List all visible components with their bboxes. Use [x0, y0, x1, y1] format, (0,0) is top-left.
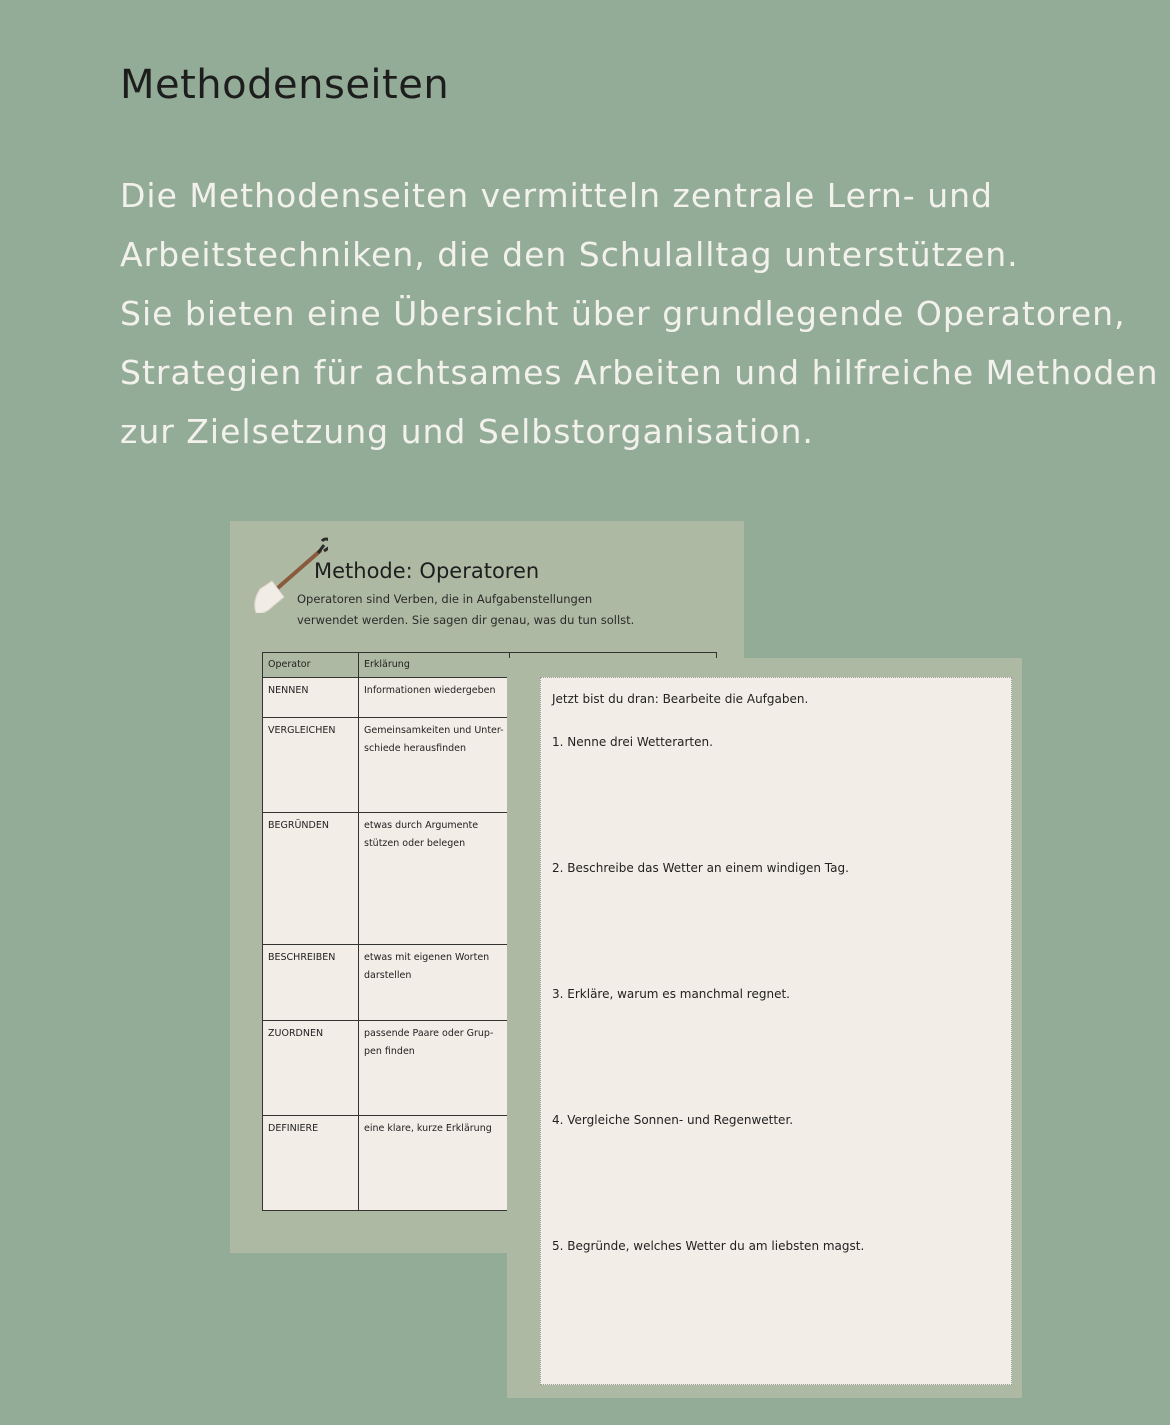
- page-title: Methodenseiten: [120, 62, 450, 108]
- task-item: 4. Vergleiche Sonnen- und Regenwetter.: [552, 1113, 794, 1127]
- task-item: 2. Beschreibe das Wetter an einem windigen Tag.: [552, 861, 849, 875]
- operator-cell: DEFINIERE: [263, 1116, 359, 1211]
- intro-line: zur Zielsetzung und Selbstorganisation.: [120, 412, 814, 451]
- method-subtitle: [297, 589, 697, 631]
- task-sheet: [507, 658, 1022, 1398]
- operator-cell: NENNEN: [263, 678, 359, 718]
- header-explanation: Erklärung: [359, 653, 510, 678]
- method-subtitle-line: Operatoren sind Verben, die in Aufgabenstellungen: [297, 592, 593, 606]
- operator-cell: VERGLEICHEN: [263, 718, 359, 813]
- explanation-cell: eine klare, kurze Erklärung: [359, 1116, 510, 1211]
- method-subtitle-line: verwendet werden. Sie sagen dir genau, was du tun sollst.: [297, 613, 635, 627]
- operator-cell: ZUORDNEN: [263, 1021, 359, 1116]
- intro-line: Sie bieten eine Übersicht über grundlegende Operatoren,: [120, 294, 1126, 333]
- intro-line: Arbeitstechniken, die den Schulalltag unterstützen.: [120, 235, 1019, 274]
- operator-cell: BEGRÜNDEN: [263, 813, 359, 945]
- method-title: Methode: Operatoren: [314, 559, 540, 583]
- task-intro: Jetzt bist du dran: Bearbeite die Aufgaben.: [552, 692, 809, 706]
- explanation-cell: passende Paare oder Grup-pen finden: [359, 1021, 510, 1116]
- task-item: 5. Begründe, welches Wetter du am liebsten magst.: [552, 1239, 865, 1253]
- explanation-cell: Gemeinsamkeiten und Unter-schiede herausfinden: [359, 718, 510, 813]
- explanation-cell: etwas mit eigenen Worten darstellen: [359, 945, 510, 1021]
- explanation-cell: etwas durch Argumente stützen oder belegen: [359, 813, 510, 945]
- intro-line: Strategien für achtsames Arbeiten und hilfreiche Methoden: [120, 353, 1159, 392]
- task-paper: [540, 677, 1012, 1385]
- explanation-cell: Informationen wiedergeben: [359, 678, 510, 718]
- intro-line: Die Methodenseiten vermitteln zentrale Lern- und: [120, 176, 993, 215]
- header-operator: Operator: [263, 653, 359, 678]
- task-item: 1. Nenne drei Wetterarten.: [552, 735, 713, 749]
- task-item: 3. Erkläre, warum es manchmal regnet.: [552, 987, 790, 1001]
- intro-text: [120, 166, 1159, 461]
- operator-cell: BESCHREIBEN: [263, 945, 359, 1021]
